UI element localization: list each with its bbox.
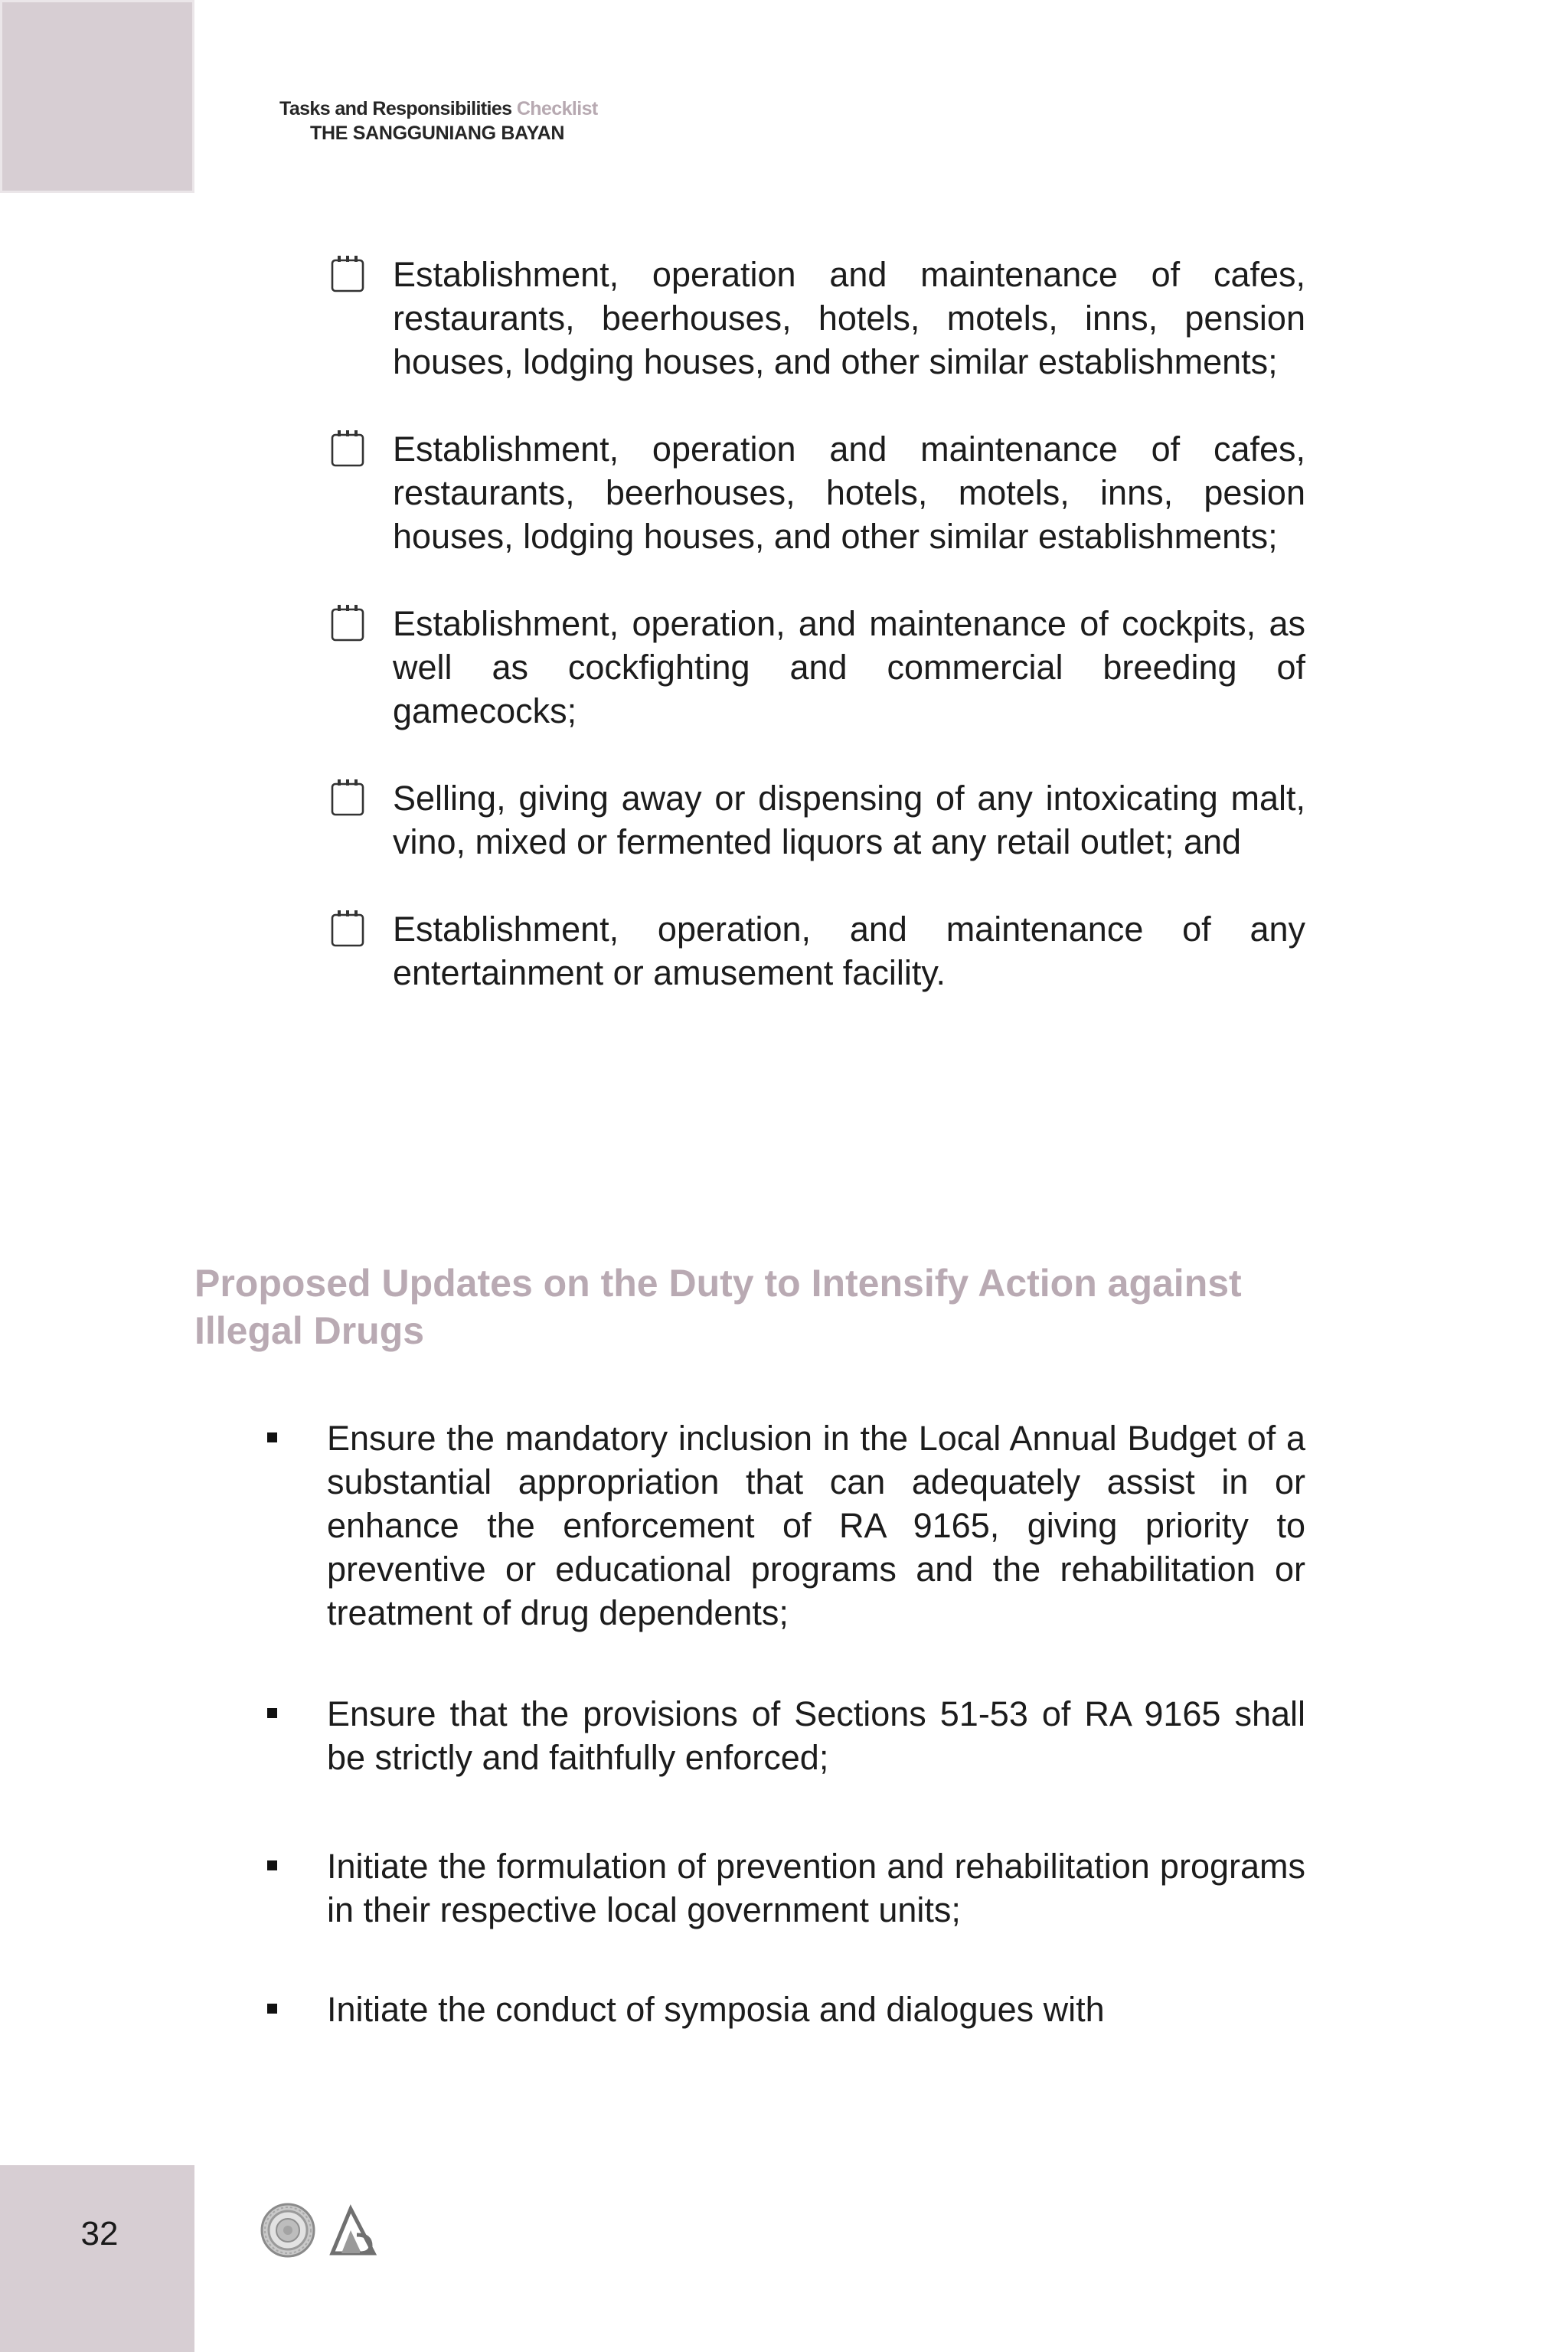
checklist-item-text: Selling, giving away or dispensing of any intoxicating malt, vino, mixed or fermented liquors at any retail outlet; and <box>393 779 1305 861</box>
notepad-checkbox-icon <box>331 254 364 292</box>
checklist-item <box>329 427 1305 558</box>
checklist-item <box>329 907 1305 995</box>
section-heading: Proposed Updates on the Duty to Intensify Action against Illegal Drugs <box>194 1262 1242 1352</box>
header-title-accent: Checklist <box>516 98 598 119</box>
header-subtitle: THE SANGGUNIANG BAYAN <box>310 122 565 144</box>
lga-logo-icon <box>332 2209 374 2253</box>
checklist-item <box>329 776 1305 864</box>
checklist-item-text: Establishment, operation, and maintenance of any entertainment or amusement facility. <box>393 910 1305 992</box>
notepad-checkbox-icon <box>331 603 364 642</box>
notepad-checkbox-icon <box>331 778 364 816</box>
header-title-main: Tasks and Responsibilities <box>279 98 512 119</box>
checklist-item-text: Establishment, operation, and maintenance of cockpits, as well as cockfighting and commercial breeding of gamecocks; <box>393 604 1305 730</box>
square-bullet-icon <box>267 1708 277 1718</box>
bullet-item-text: Ensure the mandatory inclusion in the Local Annual Budget of a substantial appropriation that can adequately assist in or enhance the enforcement of RA 9165, giving priority to preventive or educational programs and the rehabilitation or treatment of drug dependents; <box>327 1419 1305 1632</box>
footer-corner-block <box>0 2165 194 2352</box>
notepad-checkbox-icon <box>331 429 364 467</box>
running-header <box>279 96 598 145</box>
footer-logos <box>259 2201 381 2259</box>
bullet-item-text: Initiate the formulation of prevention and rehabilitation programs in their respective local government units; <box>327 1847 1305 1929</box>
bullet-item <box>264 1692 1305 1779</box>
header-title <box>279 96 598 121</box>
bullet-item-text: Ensure that the provisions of Sections 51-53 of RA 9165 shall be strictly and faithfully enforced; <box>327 1694 1305 1777</box>
checklist <box>329 253 1305 1038</box>
bullet-list <box>264 1416 1305 2031</box>
bullet-item <box>264 1416 1305 1635</box>
header-corner-block <box>0 0 194 193</box>
notepad-checkbox-icon <box>331 909 364 947</box>
bullet-item <box>264 1844 1305 1932</box>
checklist-item <box>329 253 1305 384</box>
checklist-item-text: Establishment, operation and maintenance of cafes, restaurants, beerhouses, hotels, motels, inns, pesion houses, lodging houses, and other similar establishments; <box>393 430 1305 556</box>
bullet-item <box>264 1988 1305 2031</box>
checklist-item-text: Establishment, operation and maintenance of cafes, restaurants, beerhouses, hotels, motels, inns, pension houses, lodging houses, and other similar establishments; <box>393 255 1305 381</box>
bullet-item-text: Initiate the conduct of symposia and dialogues with <box>327 1990 1105 2029</box>
dilg-seal-icon <box>262 2204 314 2256</box>
square-bullet-icon <box>267 1432 277 1442</box>
page-number: 32 <box>80 2215 119 2252</box>
square-bullet-icon <box>267 1860 277 1870</box>
checklist-item <box>329 602 1305 733</box>
square-bullet-icon <box>267 2004 277 2014</box>
